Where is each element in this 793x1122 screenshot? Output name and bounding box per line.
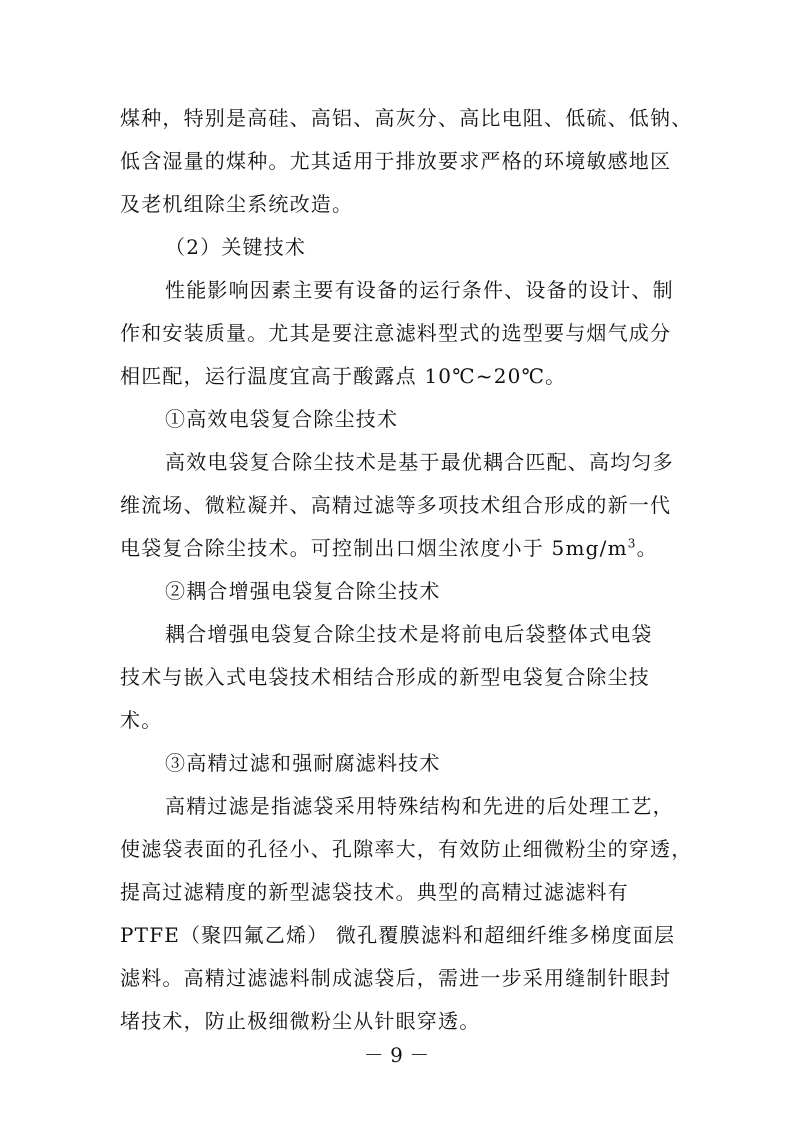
paragraph-line: 作和安装质量。尤其是要注意滤料型式的选型要与烟气成分 [120, 321, 672, 345]
sentence-end: 。 [636, 536, 658, 560]
page-number: － 9 － [363, 1043, 430, 1067]
paragraph-line: 煤种，特别是高硅、高铝、高灰分、高比电阻、低硫、低钠、 [120, 106, 693, 130]
paragraph-line: PTFE（聚四氟乙烯） 微孔覆膜滤料和超细纤维多梯度面层 [120, 923, 676, 947]
section-heading: （2）关键技术 [165, 235, 307, 259]
paragraph-line: 高效电袋复合除尘技术是基于最优耦合匹配、高均匀多 [165, 450, 674, 474]
paragraph-line: 技术与嵌入式电袋技术相结合形成的新型电袋复合除尘技 [120, 665, 650, 689]
paragraph-line: 及老机组除尘系统改造。 [120, 192, 354, 216]
subsection-heading: ③高精过滤和强耐腐滤料技术 [165, 751, 441, 775]
paragraph-line: 相匹配，运行温度宜高于酸露点 10℃~20℃。 [120, 364, 567, 388]
paragraph-text: 电袋复合除尘技术。可控制出口烟尘浓度小于 5mg/m [120, 536, 628, 560]
paragraph-line: 提高过滤精度的新型滤袋技术。典型的高精过滤滤料有 [120, 880, 629, 904]
paragraph-line: 维流场、微粒凝并、高精过滤等多项技术组合形成的新一代 [120, 493, 672, 517]
subsection-heading: ①高效电袋复合除尘技术 [165, 407, 399, 431]
paragraph-line: 低含湿量的煤种。尤其适用于排放要求严格的环境敏感地区 [120, 149, 672, 173]
paragraph-line [120, 528, 680, 568]
paragraph-line: 使滤袋表面的孔径小、孔隙率大，有效防止细微粉尘的穿透， [120, 837, 693, 861]
subsection-heading: ②耦合增强电袋复合除尘技术 [165, 579, 441, 603]
paragraph-line: 滤料。高精过滤滤料制成滤袋后，需进一步采用缝制针眼封 [120, 966, 672, 990]
superscript: 3 [627, 536, 637, 551]
paragraph-line: 堵技术，防止极细微粉尘从针眼穿透。 [120, 1009, 481, 1033]
paragraph-line: 高精过滤是指滤袋采用特殊结构和先进的后处理工艺， [165, 794, 674, 818]
paragraph-line: 耦合增强电袋复合除尘技术是将前电后袋整体式电袋 [165, 622, 653, 646]
paragraph-line: 术。 [120, 708, 163, 732]
paragraph-line: 性能影响因素主要有设备的运行条件、设备的设计、制 [165, 278, 674, 302]
